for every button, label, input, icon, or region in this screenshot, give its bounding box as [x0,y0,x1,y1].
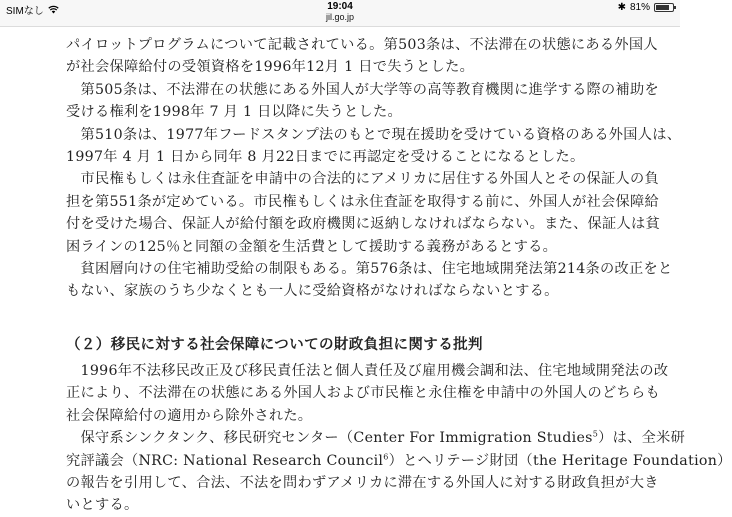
document-page [0,26,732,514]
address-url[interactable]: jil.go.jp [325,12,354,22]
text-line: の報告を引用して、合法、不法を問わずアメリカに滞在する外国人に対する財政負担が大き [66,475,659,492]
text-line: 受ける権利を1998年 7 月 1 日以降に失うとした。 [66,104,402,121]
text-line: 社会保障給付の適用から除外された。 [66,407,313,424]
text-line: が社会保障給付の受領資格を1996年12月 1 日で失うとした。 [66,59,475,76]
text-line [66,427,686,449]
text-run: ）とヘリテージ財団（the Heritage Foundation） [388,452,732,469]
text-line: パイロットプログラムについて記載されている。第503条は、不法滞在の状態にある外国人 [66,37,658,53]
section-heading: （２）移民に対する社会保障についての財政負担に関する批判 [66,337,483,353]
battery-percent: 81% [629,2,650,13]
text-line [66,450,732,472]
battery-icon [654,3,674,12]
text-line: 第505条は、不法滞在の状態にある外国人が大学等の高等教育機関に進学する際の補助を [66,81,659,98]
text-line: もない、家族のうち少なくとも一人に受給資格がなければならないとする。 [66,283,559,300]
status-right [618,2,674,13]
bluetooth-icon: ✱ [617,2,626,13]
footnote-ref-6[interactable]: 6 [383,451,389,461]
text-line: 第510条は、1977年フードスタンプ法のもとで現在援助を受けている資格のある外国人は、 [66,126,682,143]
text-line: 1997年 4 月 1 日から同年 8 月22日までに再認定を受けることになるとした。 [66,149,585,166]
battery-tip [674,6,676,9]
text-line: 貧困層向けの住宅補助受給の制限もある。第576条は、住宅地域開発法第214条の改正をと [66,261,673,278]
text-line: 困ラインの125％と同額の金額を生活費として援助する義務があるとする。 [66,238,558,255]
text-run: 保守系シンクタンク、移民研究センター（Center For Immigration Studies [66,430,593,447]
text-line: 付を受けた場合、保証人が給付額を政府機関に返納しなければならない。また、保証人は貧 [66,216,660,233]
footnote-ref-5[interactable]: 5 [592,429,599,439]
text-line: いとする。 [66,497,139,514]
battery-level-fill [656,5,669,10]
status-center [0,1,680,23]
text-line: 市民権もしくは永住査証を申請中の合法的にアメリカに居住する外国人とその保証人の負 [66,171,659,188]
carrier-label: SIMなし [6,6,44,17]
text-line: 担を第551条が定めている。市民権もしくは永住査証を取得する前に、外国人が社会保障給 [66,193,659,210]
text-run: 究評議会（NRC: National Research Council [66,452,384,469]
clock: 19:04 [327,1,353,12]
document-body-block2 [66,360,732,517]
document-body-block1 [66,34,682,303]
text-line: 1996年不法移民改正及び移民責任法と個人責任及び雇用機会調和法、住宅地域開発法の改 [66,363,669,379]
status-bar [0,0,680,27]
text-line: 正により、不法滞在の状態にある外国人および市民権と永住権を申請中の外国人のどちらも [66,385,660,402]
text-run: ）は、全米研 [598,430,686,447]
